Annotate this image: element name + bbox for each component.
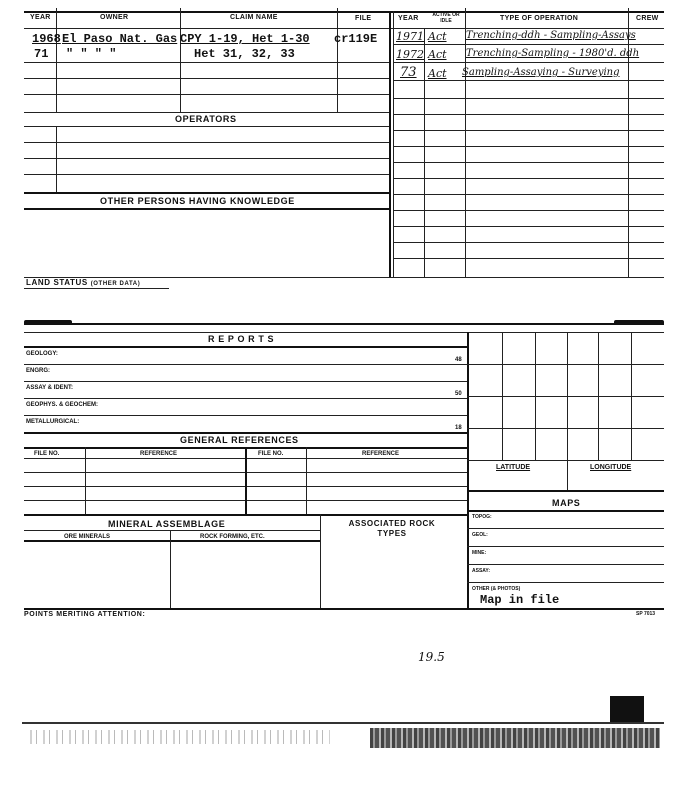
reports-right-divider	[467, 332, 469, 608]
maps-mine-label: MINE:	[472, 550, 487, 556]
owner-row-2-year: 71	[34, 47, 49, 61]
scan-artifact-line	[22, 722, 664, 724]
scan-artifact-block	[610, 696, 644, 722]
divider	[180, 8, 181, 28]
report-engrg-label: ENGRG:	[26, 368, 50, 374]
divider	[24, 432, 467, 434]
section-operators: OPERATORS	[175, 114, 237, 124]
divider	[24, 174, 390, 175]
divider	[465, 8, 466, 28]
divider	[393, 226, 664, 227]
owner-row-1-claim: CPY 1-19, Het 1-30	[180, 32, 310, 46]
op-row-1-status: Act	[428, 30, 447, 43]
section-land-status	[26, 278, 140, 287]
divider	[24, 381, 467, 382]
owner-row-1-file: cr119E	[334, 32, 378, 46]
divider	[393, 178, 664, 179]
report-metallurgical-num: 18	[455, 425, 462, 431]
separator-bar-right	[614, 320, 664, 325]
divider	[24, 364, 467, 365]
divider	[24, 398, 467, 399]
divider	[24, 346, 467, 348]
divider	[24, 415, 467, 416]
op-row-3-type: Sampling-Assaying - Surveying	[462, 67, 620, 78]
ref-header-reference: REFERENCE	[140, 451, 178, 457]
divider	[467, 528, 664, 529]
divider	[393, 98, 664, 99]
col-header-type-operation: TYPE OF OPERATION	[500, 15, 579, 22]
report-geophys-label: GEOPHYS. & GEOCHEM:	[26, 402, 99, 408]
col-header-file: FILE	[355, 15, 372, 22]
owner-row-1-owner: El Paso Nat. Gas	[62, 32, 178, 46]
owner-row-2-claim: Het 31, 32, 33	[194, 47, 295, 61]
divider	[24, 530, 320, 531]
col-header-owner: OWNER	[100, 14, 129, 21]
divider	[393, 162, 664, 163]
header-top-line	[24, 11, 664, 13]
ref-header-file-no-2: FILE NO.	[258, 451, 284, 457]
scan-noise-left	[30, 730, 330, 744]
section-mineral-assemblage: MINERAL ASSEMBLAGE	[108, 519, 226, 529]
divider	[24, 608, 664, 610]
divider	[467, 460, 664, 461]
divider	[393, 62, 664, 63]
col-header-crew: CREW	[636, 15, 659, 22]
section-reports: R E P O R T S	[208, 334, 275, 344]
op-row-3-status: Act	[428, 67, 447, 80]
report-assay-label: ASSAY & IDENT:	[26, 385, 74, 391]
divider	[337, 8, 338, 28]
col-header-year-ops: YEAR	[398, 15, 419, 22]
mineral-header-rock-forming: ROCK FORMING, ETC.	[200, 534, 265, 540]
land-status-label: LAND STATUS	[26, 278, 88, 287]
divider	[24, 142, 390, 143]
maps-assay-label: ASSAY:	[472, 568, 491, 574]
divider	[628, 8, 629, 28]
divider	[24, 158, 390, 159]
maps-other-value: Map in file	[480, 593, 560, 607]
op-row-2-year: 1972	[396, 48, 424, 61]
divider	[393, 194, 664, 195]
col-header-year: YEAR	[30, 14, 51, 21]
divider	[24, 126, 390, 127]
divider	[467, 582, 664, 583]
op-row-1-year: 1971	[396, 30, 424, 43]
divider	[467, 428, 664, 429]
divider	[56, 8, 57, 28]
divider	[56, 126, 57, 192]
divider	[85, 447, 86, 514]
report-assay-num: 50	[455, 391, 462, 397]
divider	[320, 514, 321, 608]
section-maps: MAPS	[552, 498, 581, 508]
section-other-persons: OTHER PERSONS HAVING KNOWLEDGE	[100, 196, 295, 206]
divider	[24, 112, 390, 113]
divider	[467, 364, 664, 365]
mineral-header-ore: ORE MINERALS	[64, 534, 111, 540]
divider	[393, 146, 664, 147]
divider	[24, 332, 664, 333]
divider	[393, 44, 664, 45]
section-general-references: GENERAL REFERENCES	[180, 435, 299, 445]
divider	[24, 78, 390, 79]
divider	[467, 546, 664, 547]
divider	[467, 510, 664, 512]
divider	[24, 94, 390, 95]
op-row-2-type: Trenching-Sampling - 1980'd. ddh	[466, 48, 640, 59]
op-row-1-type: Trenching-ddh - Sampling-Assays	[466, 30, 636, 41]
latitude-label: LATITUDE	[496, 464, 531, 471]
divider	[24, 540, 320, 542]
divider	[393, 242, 664, 243]
divider	[24, 288, 169, 289]
longitude-label: LONGITUDE	[590, 464, 632, 471]
divider	[245, 447, 247, 514]
divider	[24, 192, 390, 194]
maps-topog-label: TOPOG:	[472, 514, 492, 520]
divider	[465, 28, 466, 277]
maps-other-label: OTHER (& PHOTOS)	[472, 586, 521, 592]
handwritten-note: 19.5	[418, 650, 445, 664]
divider	[170, 530, 171, 608]
report-geology-label: GEOLOGY:	[26, 351, 58, 357]
divider	[24, 208, 390, 210]
owner-row-1-year: 1968	[32, 32, 61, 46]
ref-header-reference-2: REFERENCE	[362, 451, 400, 457]
divider	[393, 130, 664, 131]
divider	[467, 490, 664, 492]
divider	[24, 514, 467, 516]
op-row-3-year: 73	[400, 65, 417, 80]
divider	[393, 210, 664, 211]
divider	[393, 258, 664, 259]
land-status-sub: (OTHER DATA)	[90, 281, 141, 287]
scan-noise-right	[370, 728, 660, 748]
divider	[393, 11, 394, 277]
maps-geol-label: GEOL:	[472, 532, 488, 538]
section-associated-rock-types: ASSOCIATED ROCK TYPES	[348, 519, 436, 538]
divider	[393, 80, 664, 81]
report-geology-num: 48	[455, 357, 462, 363]
divider	[467, 564, 664, 565]
col-header-claim-name: CLAIM NAME	[230, 14, 278, 21]
divider	[567, 332, 568, 490]
header-bottom-line	[24, 28, 664, 29]
section-points-meriting: POINTS MERITING ATTENTION:	[24, 611, 146, 618]
divider	[424, 28, 425, 277]
op-row-2-status: Act	[428, 48, 447, 61]
center-divider	[389, 11, 391, 277]
divider	[24, 62, 390, 63]
separator-line	[24, 323, 664, 325]
ref-header-file-no: FILE NO.	[34, 451, 60, 457]
col-header-active-idle: ACTIVE OR IDLE	[432, 12, 460, 24]
owner-row-2-owner: " " " "	[66, 47, 117, 61]
divider	[628, 28, 629, 277]
report-metallurgical-label: METALLURGICAL:	[26, 419, 80, 425]
divider	[467, 396, 664, 397]
divider	[393, 114, 664, 115]
divider	[306, 447, 307, 514]
form-code: SP 7013	[636, 611, 656, 617]
